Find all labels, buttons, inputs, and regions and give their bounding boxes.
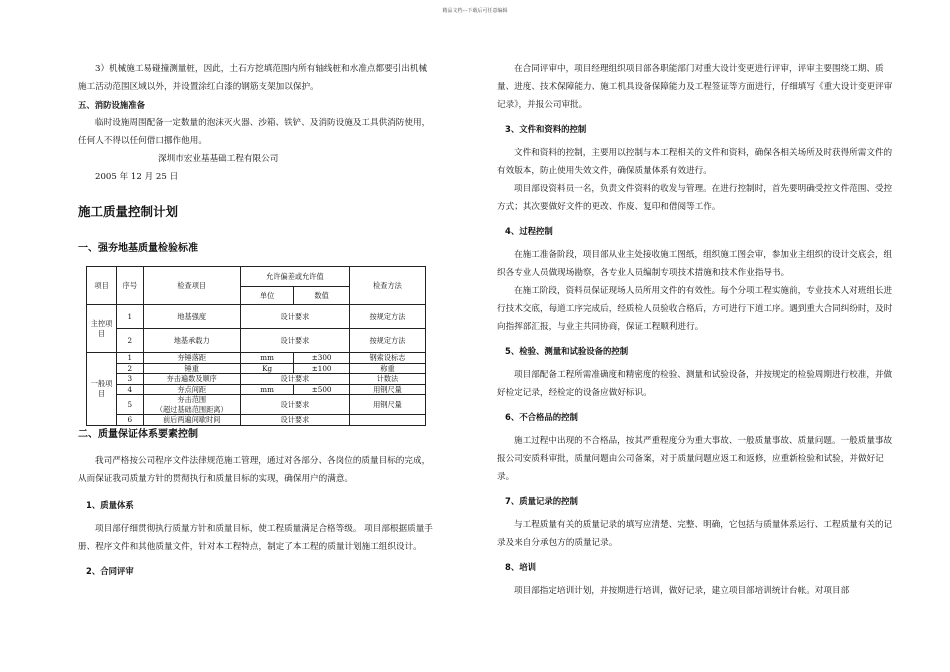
heading-contract-review: 2、合同评审 xyxy=(86,565,134,576)
heading-document-control: 3、文件和资料的控制 xyxy=(505,124,587,134)
heading-equipment-control: 5、检验、测量和试验设备的控制 xyxy=(505,346,629,356)
paragraph-quality-system: 项目部仔细贯彻执行质量方针和质量目标，使工程质量满足合格等级。 项目部根据质量手册、程序文件和其他质量文件，针对本工程特点，制定了本工程的质量计划施工组织设计。 xyxy=(78,523,433,552)
left-column xyxy=(78,60,434,580)
paragraph-training: 项目部指定培训计划，并按期进行培训，做好记录，建立项目部培训统计台帐。对项目部 xyxy=(514,586,850,596)
inspection-table xyxy=(86,266,426,426)
table-cell: 用钢尺量 xyxy=(349,395,425,415)
document-title: 施工质量控制计划 xyxy=(78,204,179,219)
table-cell: 锤重 xyxy=(143,363,240,374)
table-cell xyxy=(143,395,240,415)
table-cell: 夯点间距 xyxy=(143,384,240,395)
table-cell-line: （超过基础范围距离） xyxy=(155,404,228,414)
th-unit: 单位 xyxy=(240,287,293,305)
paragraph-process-control-2: 在施工阶段，资料员保证现场人员所用文件的有效性。每个分项工程实施前，专业技术人对班组长进行技术交底，每道工序完成后，经质检人员验收合格后，方可进行下道工序。遇到重大合同纠纷时，及时向指挥部汇报，与业主共同协商，保证工程顺利进行。 xyxy=(497,286,893,332)
table-cell: ±100 xyxy=(294,363,350,374)
table-cell: 用钢尺量 xyxy=(349,384,425,395)
table-cell: 夯击遍数及顺序 xyxy=(143,374,240,385)
table-cell: ±300 xyxy=(294,353,350,364)
table-cell xyxy=(349,415,425,426)
table-cell: 夯锤落距 xyxy=(143,353,240,364)
heading-training: 8、培训 xyxy=(505,562,536,572)
paragraph-document-control-1: 文件和资料的控制，主要用以控制与本工程相关的文件和资料，确保各相关场所及时获得所需文件的有效版本，防止使用失效文件，确保质量体系有效进行。 xyxy=(497,148,893,176)
table-cell: 3 xyxy=(117,374,143,385)
paragraph-nonconforming: 施工过程中出现的不合格品，按其严重程度分为重大事故、一般质量事故、质量问题。一般质量事故报公司安质科审批，质量问题由公司备案，对于质量问题应返工和返修，应重新检验和试验，并做好记录。 xyxy=(497,436,893,482)
paragraph-fire: 临时设施周围配备一定数量的泡沫灭火器、沙箱、铁铲、及消防设施及工具供消防使用，任何人不得以任何借口挪作他用。 xyxy=(78,118,431,146)
th-allow: 允许偏差或允许值 xyxy=(240,267,349,287)
table-cell: 1 xyxy=(117,305,143,329)
table-cell: Kg xyxy=(240,363,293,374)
paragraph-process-control-1: 在施工准备阶段，项目部从业主处接收施工图纸，组织施工图会审，参加业主组织的设计交底会，组织各专业人员做现场勘察，各专业人员编制专项技术措施和技术作业指导书。 xyxy=(497,250,893,278)
table-cell: 设计要求 xyxy=(240,395,349,415)
table-cell: 设计要求 xyxy=(240,374,349,385)
table-cell: 按规定方法 xyxy=(349,305,425,329)
th-value: 数值 xyxy=(294,287,350,305)
table-cell: 2 xyxy=(117,363,143,374)
heading-nonconforming: 6、不合格品的控制 xyxy=(505,412,578,422)
th-check: 检查项目 xyxy=(143,267,240,305)
heading-fire-facilities: 五、消防设施准备 xyxy=(78,100,145,110)
table-cell: 称重 xyxy=(349,363,425,374)
group-general: 一般项目 xyxy=(87,353,117,426)
paragraph-document-control-2: 项目部设资料员一名，负责文件资料的收发与管理。在进行控制时，首先要明确受控文件范围、受控方式；其次要做好文件的更改、作废、复印和借阅等工作。 xyxy=(497,184,893,212)
paragraph-item-3: 3）机械施工易碰撞测量桩，因此，土石方挖填范围内所有轴线桩和水准点都要引出机械施工活动范围区域以外，并设置涂红白漆的钢筋支架加以保护。 xyxy=(78,64,428,92)
table-cell: 6 xyxy=(117,415,143,426)
heading-section-two: 二、质量保证体系要素控制 xyxy=(78,428,198,440)
th-item: 项目 xyxy=(87,267,117,305)
paragraph-section-two: 我司严格按公司程序文件法律规范施工管理，通过对各部分、各岗位的质量目标的完成，从而保证我司质量方针的贯彻执行和质量目标的实现，确保用户的满意。 xyxy=(78,455,431,484)
table-cell: 4 xyxy=(117,384,143,395)
document-date: 2005 年 12 月 25 日 xyxy=(95,172,179,182)
table-cell: 前后两遍间歇时间 xyxy=(143,415,240,426)
table-cell: mm xyxy=(240,384,293,395)
table-cell: 设计要求 xyxy=(240,329,349,353)
th-method: 检查方法 xyxy=(349,267,425,305)
table-cell: 钢索设标志 xyxy=(349,353,425,364)
heading-quality-system: 1、质量体系 xyxy=(86,499,134,510)
table-cell: 1 xyxy=(117,353,143,364)
th-no: 序号 xyxy=(117,267,143,305)
paragraph-equipment-control: 项目部配备工程所需准确度和精密度的检验、测量和试验设备，并按规定的检验周期进行校准，并做好检定记录，经检定的设备应做好标识。 xyxy=(497,370,893,398)
table-cell: 设计要求 xyxy=(240,415,349,426)
right-column xyxy=(497,60,893,600)
paragraph-contract-review: 在合同评审中，项目经理组织项目部各职能部门对重大设计变更进行评审，评审主要围绕工期、质量、进度、技术保障能力、施工机具设备保障能力及工程签证等方面进行，仔细填写《重大设计变更评审记录》，并报公司审批。 xyxy=(497,64,893,110)
heading-process-control: 4、过程控制 xyxy=(505,226,553,236)
table-cell: 2 xyxy=(117,329,143,353)
heading-records-control: 7、质量记录的控制 xyxy=(505,496,578,506)
table-cell: 5 xyxy=(117,395,143,415)
page-header: 精品文档---下载后可任意编辑 xyxy=(442,8,508,14)
heading-section-one: 一、强夯地基质量检验标准 xyxy=(78,243,198,254)
table-cell-line: 夯击范围 xyxy=(177,395,207,404)
table-cell: 地基承载力 xyxy=(143,329,240,353)
paragraph-records-control: 与工程质量有关的质量记录的填写应清楚、完整、明确，它包括与质量体系运行、工程质量有关的记录及来自分承包方的质量记录。 xyxy=(497,520,893,548)
table-cell: 地基强度 xyxy=(143,305,240,329)
company-name: 深圳市宏业基基础工程有限公司 xyxy=(158,154,279,164)
table-cell: 设计要求 xyxy=(240,305,349,329)
table-cell: 计数法 xyxy=(349,374,425,385)
group-main: 主控项目 xyxy=(87,305,117,353)
table-cell: 按规定方法 xyxy=(349,329,425,353)
table-cell: mm xyxy=(240,353,293,364)
table-cell: ±500 xyxy=(294,384,350,395)
